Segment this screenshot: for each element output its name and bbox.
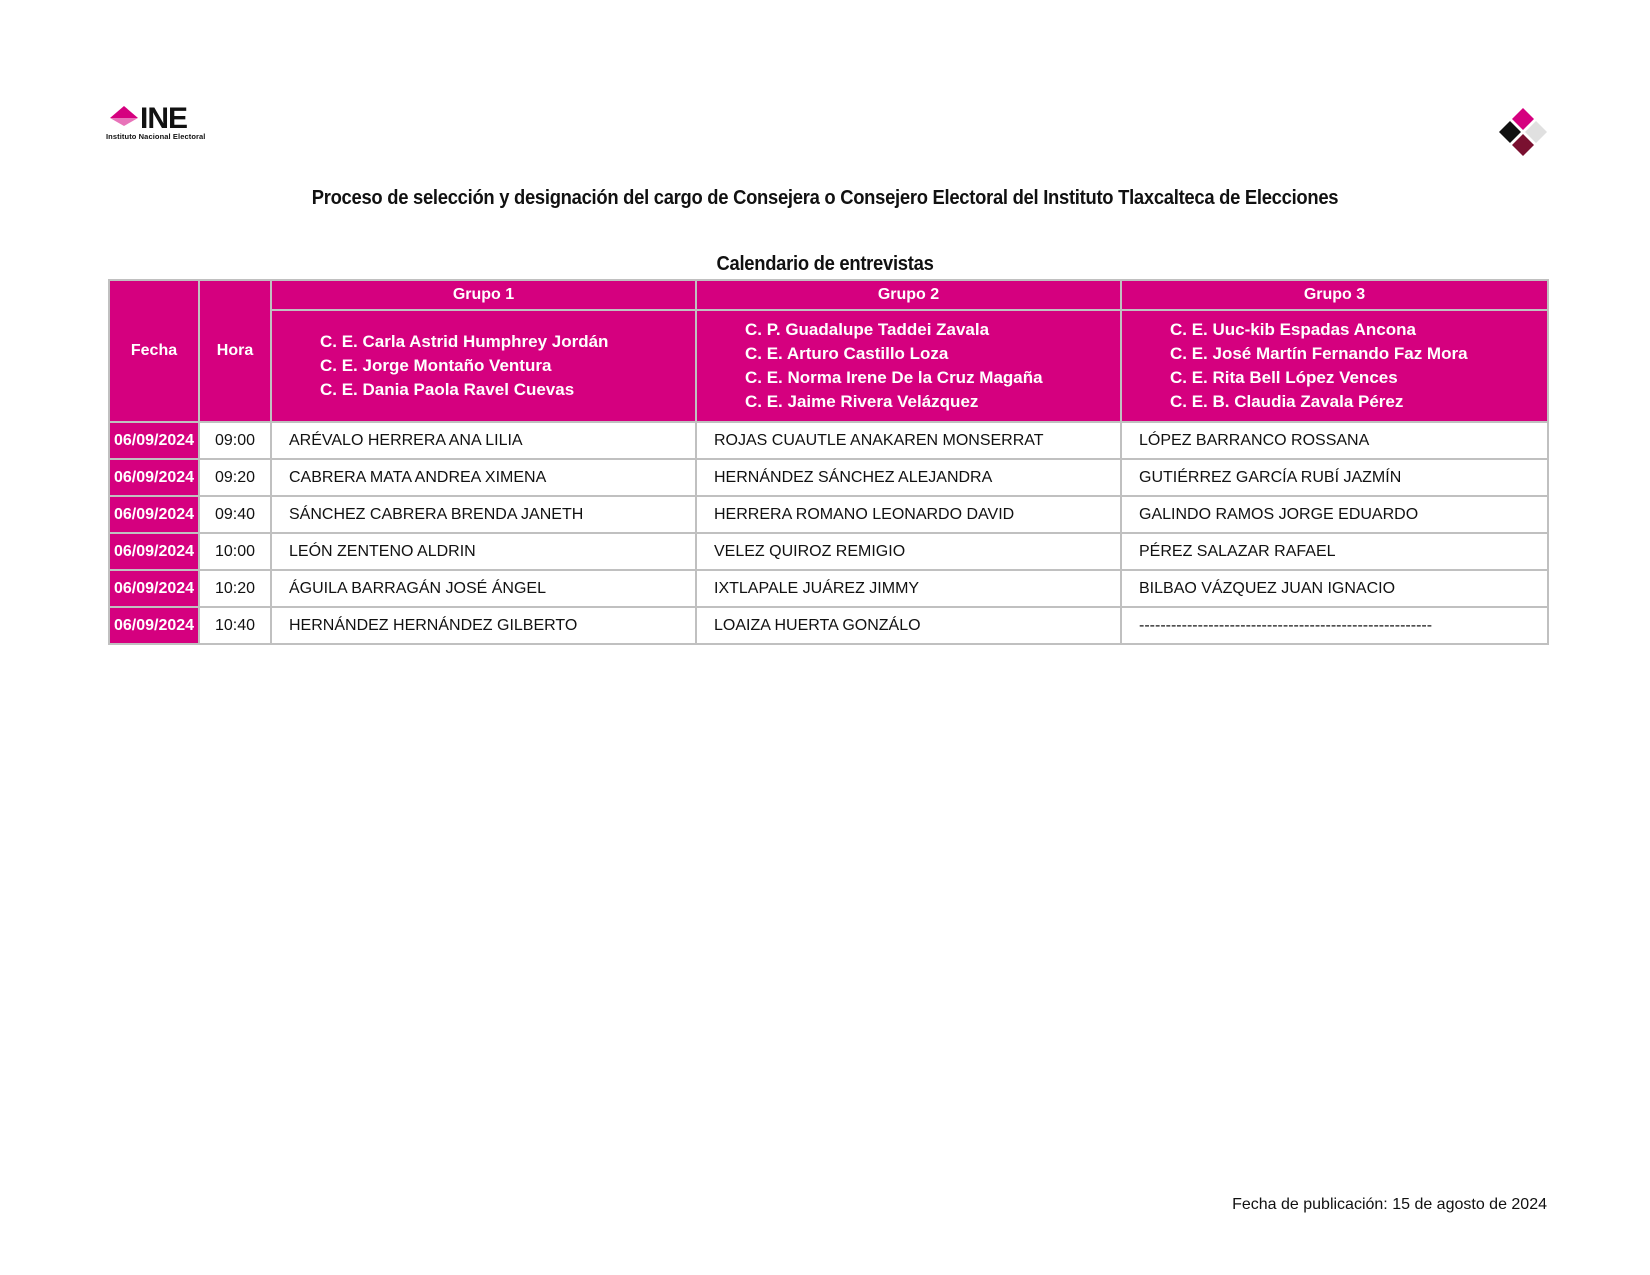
- time-cell: 10:20: [199, 570, 271, 607]
- header-grupo-2: Grupo 2: [696, 280, 1121, 310]
- grupo-3-name: GUTIÉRREZ GARCÍA RUBÍ JAZMÍN: [1121, 459, 1548, 496]
- ine-emblem-icon: [1497, 106, 1549, 158]
- date-cell: 06/09/2024: [109, 459, 199, 496]
- date-cell: 06/09/2024: [109, 570, 199, 607]
- grupo-2-name: IXTLAPALE JUÁREZ JIMMY: [696, 570, 1121, 607]
- document-title: Proceso de selección y designación del cargo de Consejera o Consejero Electoral del Instituto Tlaxcalteca de Elecciones: [311, 187, 1339, 209]
- grupo-1-members: [271, 310, 696, 422]
- grupo-1-name: ARÉVALO HERRERA ANA LILIA: [271, 422, 696, 459]
- date-cell: 06/09/2024: [109, 422, 199, 459]
- publication-date: Fecha de publicación: 15 de agosto de 2024: [1232, 1196, 1547, 1213]
- grupo-3-name: -------------------------------------------------------: [1121, 607, 1548, 644]
- member: C. E. José Martín Fernando Faz Mora: [1170, 344, 1468, 363]
- grupo-3-name: BILBAO VÁZQUEZ JUAN IGNACIO: [1121, 570, 1548, 607]
- header-grupo-3: Grupo 3: [1121, 280, 1548, 310]
- time-cell: 09:00: [199, 422, 271, 459]
- grupo-2-name: ROJAS CUAUTLE ANAKAREN MONSERRAT: [696, 422, 1121, 459]
- grupo-2-name: VELEZ QUIROZ REMIGIO: [696, 533, 1121, 570]
- time-cell: 09:40: [199, 496, 271, 533]
- table-row: [109, 570, 1548, 607]
- member: C. E. Jorge Montaño Ventura: [320, 356, 552, 375]
- table-row: [109, 459, 1548, 496]
- ine-logo: [106, 102, 224, 142]
- grupo-1-name: LEÓN ZENTENO ALDRIN: [271, 533, 696, 570]
- member: C. P. Guadalupe Taddei Zavala: [745, 320, 990, 339]
- grupo-3-members: [1121, 310, 1548, 422]
- member: C. E. Jaime Rivera Velázquez: [745, 392, 979, 411]
- grupo-1-name: HERNÁNDEZ HERNÁNDEZ GILBERTO: [271, 607, 696, 644]
- member: C. E. B. Claudia Zavala Pérez: [1170, 392, 1404, 411]
- interview-calendar-table: [108, 279, 1549, 645]
- grupo-2-members: [696, 310, 1121, 422]
- member: C. E. Dania Paola Ravel Cuevas: [320, 380, 575, 399]
- ine-logo-mark-icon: [108, 106, 142, 134]
- table-title: Calendario de entrevistas: [716, 253, 934, 275]
- time-cell: 10:40: [199, 607, 271, 644]
- header-grupo-1: Grupo 1: [271, 280, 696, 310]
- grupo-3-name: PÉREZ SALAZAR RAFAEL: [1121, 533, 1548, 570]
- date-cell: 06/09/2024: [109, 533, 199, 570]
- header-fecha: Fecha: [109, 280, 199, 422]
- grupo-2-name: HERNÁNDEZ SÁNCHEZ ALEJANDRA: [696, 459, 1121, 496]
- time-cell: 09:20: [199, 459, 271, 496]
- member: C. E. Rita Bell López Vences: [1170, 368, 1398, 387]
- grupo-1-name: ÁGUILA BARRAGÁN JOSÉ ÁNGEL: [271, 570, 696, 607]
- member: C. E. Carla Astrid Humphrey Jordán: [320, 332, 609, 351]
- member: C. E. Uuc-kib Espadas Ancona: [1170, 320, 1416, 339]
- grupo-1-name: CABRERA MATA ANDREA XIMENA: [271, 459, 696, 496]
- table-row: [109, 533, 1548, 570]
- table-row: [109, 496, 1548, 533]
- grupo-2-name: LOAIZA HUERTA GONZÁLO: [696, 607, 1121, 644]
- time-cell: 10:00: [199, 533, 271, 570]
- date-cell: 06/09/2024: [109, 607, 199, 644]
- date-cell: 06/09/2024: [109, 496, 199, 533]
- grupo-1-name: SÁNCHEZ CABRERA BRENDA JANETH: [271, 496, 696, 533]
- grupo-2-name: HERRERA ROMANO LEONARDO DAVID: [696, 496, 1121, 533]
- table-row: [109, 422, 1548, 459]
- member: C. E. Norma Irene De la Cruz Magaña: [745, 368, 1043, 387]
- grupo-3-name: GALINDO RAMOS JORGE EDUARDO: [1121, 496, 1548, 533]
- member: C. E. Arturo Castillo Loza: [745, 344, 949, 363]
- logo-text: INE: [140, 102, 188, 135]
- logo-subtitle: Instituto Nacional Electoral: [106, 132, 206, 141]
- grupo-3-name: LÓPEZ BARRANCO ROSSANA: [1121, 422, 1548, 459]
- header-hora: Hora: [199, 280, 271, 422]
- table-row: [109, 607, 1548, 644]
